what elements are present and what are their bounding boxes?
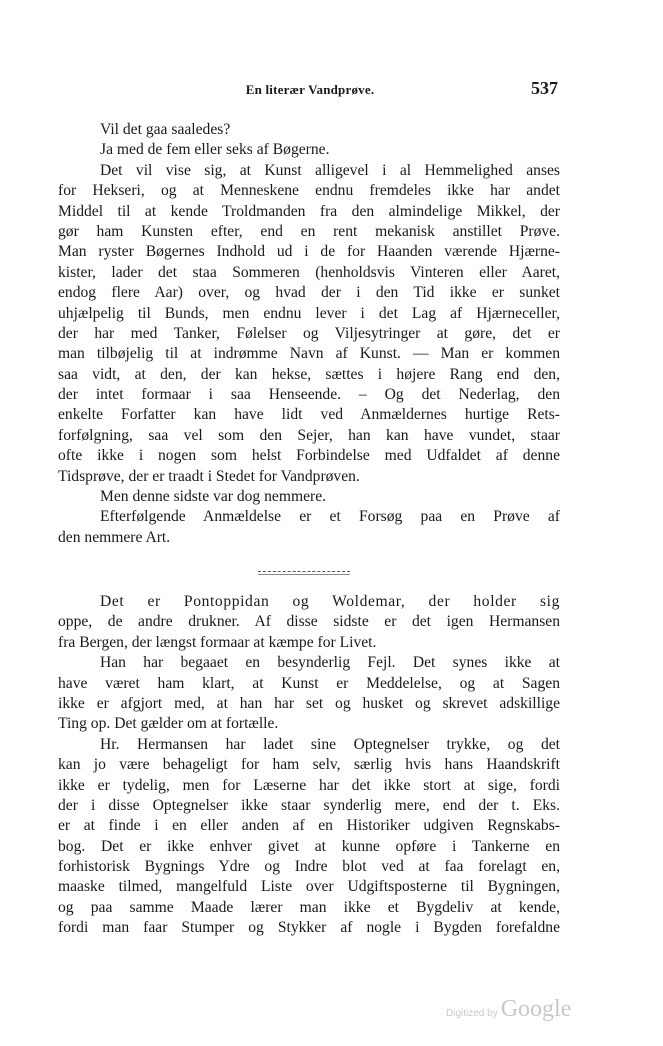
text-line: Hr. Hermansen har ladet sine Optegnelser trykke, og det	[100, 735, 560, 753]
text-line: ikke er tydelig, men for Læserne har det ikke stort at sige, fordi	[58, 776, 560, 794]
text-line: og paa samme Maade lærer man ikke et Bygdeliv at kende,	[58, 898, 560, 916]
text-line: fordi man faar Stumper og Stykker af nogle i Bygden forefaldne	[58, 919, 560, 937]
text-line: Man ryster Bøgernes Indhold ud i de for Haanden værende Hjærne-	[58, 243, 560, 261]
text-line: man tilbøjelig til at indrømme Navn af Kunst. — Man er kommen	[58, 345, 560, 363]
text-line: forhistorisk Bygnings Ydre og Indre blot ved at faa forelagt en,	[58, 858, 560, 876]
text-line: ofte ikke i nogen som helst Forbindelse med Udfaldet af denne	[58, 447, 560, 465]
text-line: Ting op. Det gælder om at fortælle.	[58, 715, 279, 733]
text-line: Middel til at kende Troldmanden fra den almindelige Mikkel, der	[58, 202, 560, 220]
text-line: der i disse Optegnelser ikke staar synderlig mere, end der t. Eks.	[58, 796, 560, 814]
text-line: forfølgning, saa vel som den Sejer, han kan have vundet, staar	[58, 426, 560, 444]
text-line: der intet formaar i saa Henseende. – Og det Nederlag, den	[58, 386, 560, 404]
text-line: der har med Tanker, Følelser og Viljesytringer at gøre, det er	[58, 324, 560, 342]
text-line: saa vidt, at den, der kan hekse, sættes i højere Rang end den,	[58, 365, 560, 383]
text-line: kister, lader det staa Sommeren (henholdsvis Vinteren eller Aaret,	[58, 263, 560, 281]
page-number: 537	[531, 78, 558, 98]
digitized-watermark	[446, 996, 571, 1023]
watermark-brand: Google	[500, 996, 572, 1022]
text-line: have været ham klart, at Kunst er Meddelelse, og at Sagen	[58, 674, 560, 692]
text-line: den nemmere Art.	[58, 528, 171, 546]
text-line: enkelte Forfatter kan have lidt ved Anmældernes hurtige Rets-	[58, 406, 560, 424]
text-line: Det er Pontoppidan og Woldemar, der holder sig	[100, 593, 560, 610]
text-line: fra Bergen, der længst formaar at kæmpe for Livet.	[58, 633, 377, 651]
text-line: Tidsprøve, der er traadt i Stedet for Vandprøven.	[58, 467, 360, 485]
text-line: Men denne sidste var dog nemmere.	[100, 488, 327, 506]
running-head	[60, 78, 560, 104]
text-line: oppe, de andre drukner. Af disse sidste er det igen Hermansen	[58, 613, 560, 631]
text-line: Ja med de fem eller seks af Bøgerne.	[100, 141, 330, 159]
watermark-prefix: Digitized by	[446, 1008, 498, 1019]
text-line: er at finde i en eller anden af en Historiker udgiven Regnskabs-	[58, 817, 560, 835]
text-line: gør ham Kunsten efter, end en rent mekanisk anstillet Prøve.	[58, 222, 560, 240]
text-line: Efterfølgende Anmældelse er et Forsøg paa en Prøve af	[100, 508, 560, 526]
text-line: Han har begaaet en besynderlig Fejl. Det synes ikke at	[100, 654, 560, 672]
text-line: endog flere Aar) over, og hvad der i den Tid ikke er sunket	[58, 284, 560, 302]
text-block-2	[58, 592, 560, 939]
text-line: bog. Det er ikke enhver givet at kunne opføre i Tankerne en	[58, 837, 560, 855]
text-line: for Hekseri, og at Menneskene endnu fremdeles ikke har andet	[58, 182, 560, 200]
text-line: kan jo være behageligt for ham selv, særlig hvis hans Haandskrift	[58, 756, 560, 774]
section-divider	[258, 571, 350, 575]
text-line: uhjælpelig til Bunds, men endnu lever i det Lag af Hjærneceller,	[58, 304, 560, 322]
text-line: Det vil vise sig, at Kunst alligevel i al Hemmelighed anses	[100, 161, 560, 179]
text-line: ikke er afgjort med, at han har set og husket og skrevet adskillige	[58, 694, 560, 712]
running-title: En literær Vandprøve.	[245, 82, 375, 97]
text-line: Vil det gaa saaledes?	[100, 121, 231, 138]
text-line: maaske tilmed, mangelfuld Liste over Udgiftsposterne til Bygningen,	[58, 878, 560, 896]
text-block-1	[58, 120, 560, 548]
